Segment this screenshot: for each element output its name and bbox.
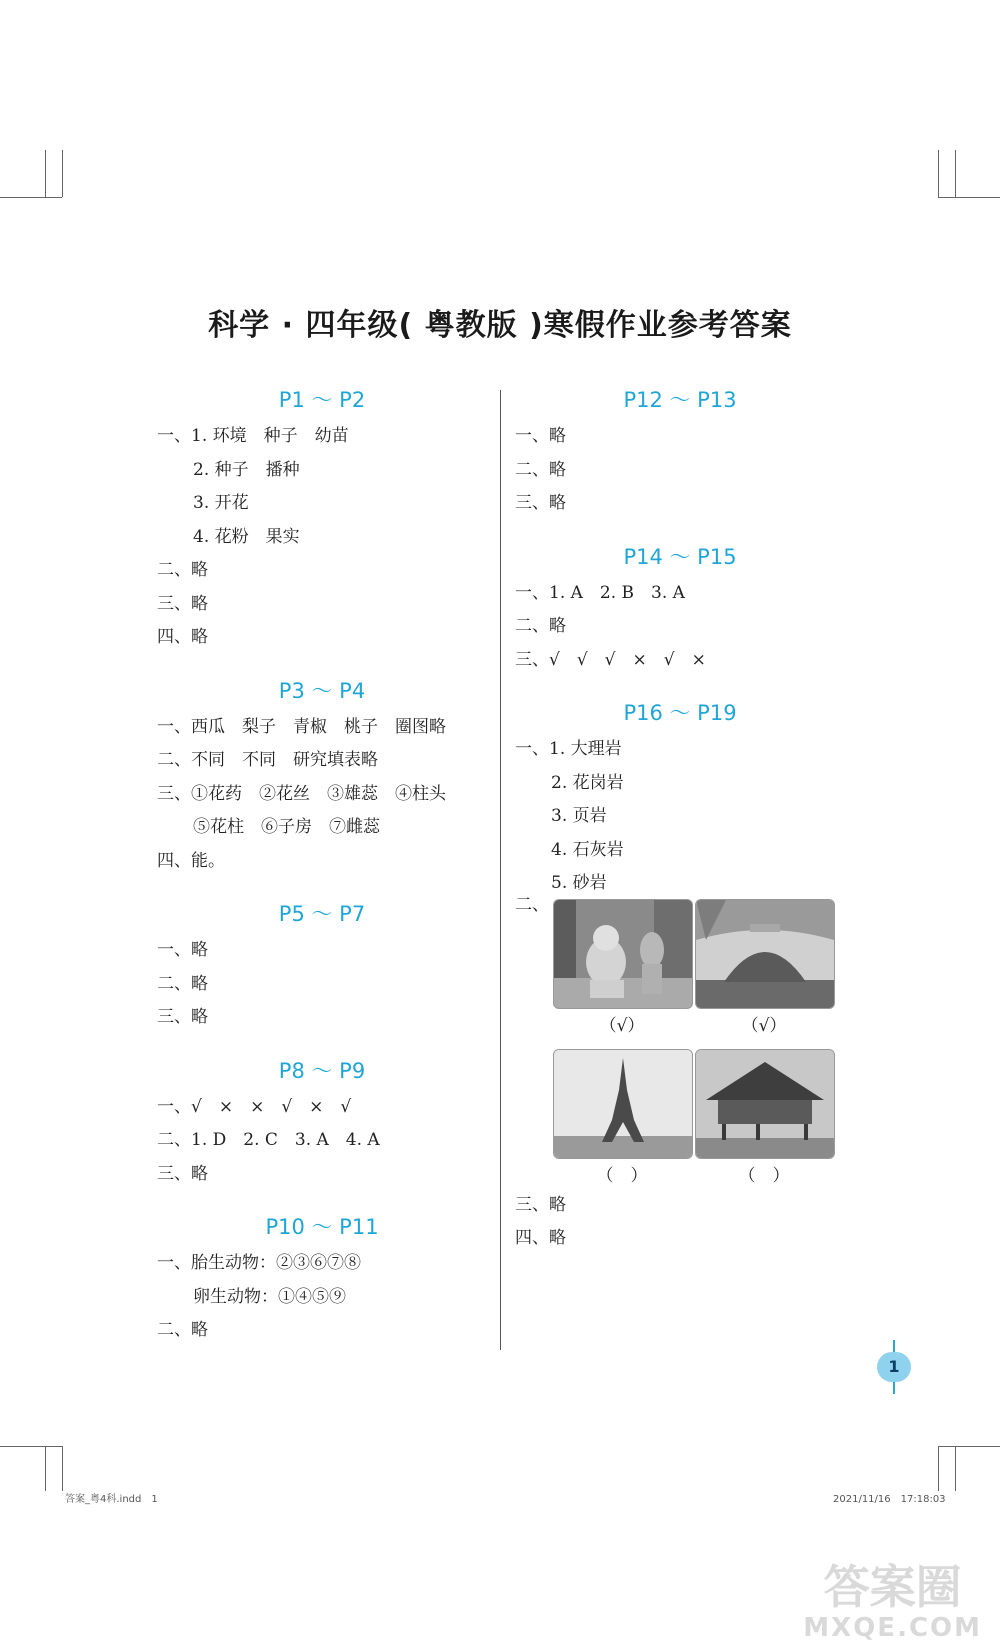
watermark [803, 1561, 982, 1643]
crop-mark [0, 197, 62, 198]
photo-eiffel-tower [553, 1049, 693, 1159]
section-gap [157, 655, 487, 671]
crop-mark [45, 150, 46, 197]
answer-line: 3. 页岩 [551, 806, 607, 826]
section-gap [157, 1191, 487, 1207]
crop-mark [938, 197, 1000, 198]
section-heading: P16 ～ P19 [623, 701, 737, 725]
question-label: 二、 [515, 894, 549, 915]
answer-line: 二、略 [515, 616, 566, 636]
answer-line: 2. 花岗岩 [551, 772, 624, 793]
answer-line: 一、1. 环境 种子 幼苗 [157, 426, 349, 446]
page-number: 1 [877, 1352, 911, 1382]
section-gap [515, 677, 845, 693]
page-marker-tick [893, 1382, 895, 1394]
answer-line: 4. 石灰岩 [551, 839, 624, 860]
answer-line: 三、略 [157, 593, 208, 614]
photo-wooden-house [695, 1049, 835, 1159]
photo-caption: （ ） [738, 1165, 790, 1186]
crop-mark [938, 150, 939, 197]
crop-mark [0, 1446, 62, 1447]
section-heading: P3 ～ P4 [278, 678, 366, 703]
photo-stone-bridge [695, 899, 835, 1009]
answer-line: 3. 开花 [193, 493, 249, 513]
rock-photo-grid [515, 889, 845, 1189]
answer-line: 一、√ × × √ × √ [157, 1096, 352, 1117]
photo-caption: （√） [599, 1015, 645, 1036]
section-heading: P12 ～ P13 [623, 388, 737, 412]
answer-line: 四、略 [515, 1228, 566, 1248]
answer-line: 三、略 [515, 493, 566, 513]
answer-line: 一、略 [157, 940, 208, 960]
footer-timestamp: 2021/11/16 17:18:03 [833, 1494, 946, 1505]
column-divider [500, 390, 501, 1350]
watermark-url: MXQE.COM [803, 1613, 982, 1643]
answer-line: 5. 砂岩 [551, 873, 607, 893]
answer-line: ⑤花柱 ⑥子房 ⑦雌蕊 [193, 817, 380, 837]
answer-line: 二、略 [157, 1320, 208, 1340]
answer-line: 四、能。 [157, 850, 225, 871]
left-column [157, 380, 487, 1348]
section-heading: P8 ～ P9 [278, 1058, 366, 1083]
answer-line: 一、略 [515, 426, 566, 446]
crop-mark [62, 1446, 63, 1491]
photo-caption: （√） [741, 1015, 787, 1036]
answer-line: 二、略 [157, 560, 208, 580]
footer-filename: 答案_粤4科.indd 1 [65, 1494, 158, 1505]
section-gap [157, 1035, 487, 1051]
answer-line: 二、不同 不同 研究填表略 [157, 750, 378, 770]
answer-line: 二、略 [157, 973, 208, 994]
answer-line: 卵生动物：①④⑤⑨ [193, 1286, 346, 1307]
answer-line: 三、①花药 ②花丝 ③雄蕊 ④柱头 [157, 783, 446, 804]
answer-line: 一、1. A 2. B 3. A [515, 582, 685, 603]
section-gap [515, 521, 845, 537]
photo-lion-statue [553, 899, 693, 1009]
answer-line: 三、略 [515, 1194, 566, 1215]
answer-line: 二、略 [515, 459, 566, 480]
answer-line: 四、略 [157, 627, 208, 647]
watermark-logo-text: 答案圈 [823, 1560, 962, 1614]
section-heading: P14 ～ P15 [623, 544, 737, 569]
answer-line: 一、1. 大理岩 [515, 739, 622, 759]
photo-caption: （ ） [596, 1165, 648, 1186]
crop-mark [955, 150, 956, 197]
section-gap [157, 878, 487, 894]
answer-line: 三、略 [157, 1007, 208, 1027]
crop-mark [955, 1446, 956, 1491]
crop-mark [62, 150, 63, 197]
page-marker-tick [893, 1340, 895, 1352]
right-column [515, 380, 845, 1256]
answer-line: 一、胎生动物：②③⑥⑦⑧ [157, 1253, 361, 1273]
page-title: 科学 · 四年级( 粤教版 )寒假作业参考答案 [208, 308, 792, 343]
crop-mark [938, 1446, 1000, 1447]
answer-line: 4. 花粉 果实 [193, 526, 300, 547]
answer-line: 三、略 [157, 1163, 208, 1184]
answer-line: 二、1. D 2. C 3. A 4. A [157, 1130, 380, 1150]
crop-mark [45, 1446, 46, 1491]
answer-line: 2. 种子 播种 [193, 459, 300, 480]
section-heading: P10 ～ P11 [265, 1215, 379, 1239]
crop-mark [938, 1446, 939, 1491]
answer-line: 一、西瓜 梨子 青椒 桃子 圈图略 [157, 716, 446, 737]
section-heading: P1 ～ P2 [278, 388, 366, 412]
answer-line: 三、√ √ √ × √ × [515, 649, 706, 670]
section-heading: P5 ～ P7 [278, 902, 366, 926]
